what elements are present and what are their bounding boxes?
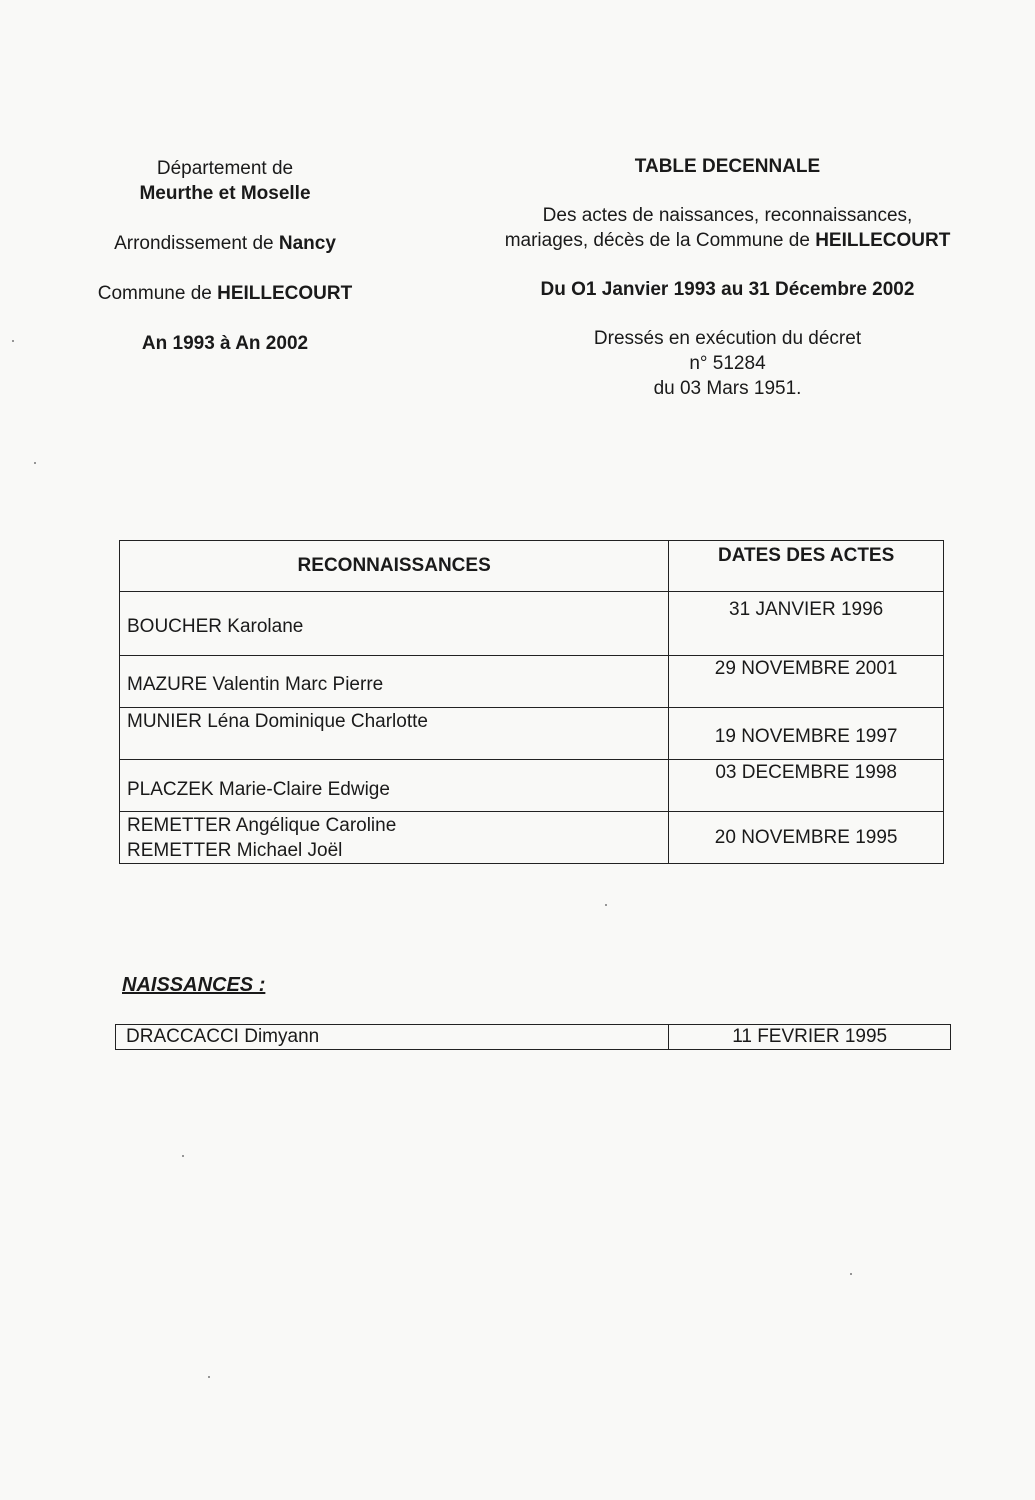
row-name: BOUCHER Karolane xyxy=(120,592,669,656)
column-header-date: DATES DES ACTES xyxy=(669,541,944,592)
row-name: REMETTER Angélique Caroline xyxy=(127,814,397,836)
row-name: MUNIER Léna Dominique Charlotte xyxy=(120,708,669,760)
description-line-1: Des actes de naissances, reconnaissances, xyxy=(542,205,913,226)
table-row xyxy=(120,656,944,708)
arrondissement-line xyxy=(95,231,355,256)
table-row xyxy=(116,1025,951,1050)
row-date: 20 NOVEMBRE 1995 xyxy=(669,812,944,864)
description-prefix: mariages, décès de la Commune de xyxy=(504,230,816,251)
column-header-name: RECONNAISSANCES xyxy=(120,541,669,592)
scan-speck xyxy=(182,1155,184,1157)
row-date: 11 FEVRIER 1995 xyxy=(669,1025,951,1050)
document-title: TABLE DECENNALE xyxy=(634,156,821,177)
row-name-cell xyxy=(120,812,669,864)
row-date: 19 NOVEMBRE 1997 xyxy=(669,708,944,760)
naissances-title: NAISSANCES : xyxy=(122,974,266,996)
scan-speck xyxy=(605,904,607,906)
row-date: 29 NOVEMBRE 2001 xyxy=(669,656,944,708)
scan-speck xyxy=(12,340,14,342)
table-row xyxy=(120,708,944,760)
arrondissement-name: Nancy xyxy=(278,233,336,254)
row-date: 03 DECEMBRE 1998 xyxy=(669,760,944,812)
description-commune: HEILLECOURT xyxy=(815,230,951,251)
table-row xyxy=(120,760,944,812)
scan-speck xyxy=(208,1376,210,1378)
reconnaissances-table xyxy=(119,540,944,864)
row-name: PLACZEK Marie-Claire Edwige xyxy=(120,760,669,812)
description-line-2 xyxy=(500,228,955,253)
header-right xyxy=(500,154,955,401)
table-row xyxy=(120,812,944,864)
row-date: 31 JANVIER 1996 xyxy=(669,592,944,656)
naissances-table xyxy=(115,1024,951,1050)
scan-speck xyxy=(850,1273,852,1275)
decree-line-2: n° 51284 xyxy=(689,353,766,374)
years-range: An 1993 à An 2002 xyxy=(141,333,309,354)
commune-line xyxy=(95,281,355,306)
period: Du O1 Janvier 1993 au 31 Décembre 2002 xyxy=(540,279,915,300)
arrondissement-label: Arrondissement de xyxy=(114,233,279,254)
departement-name: Meurthe et Moselle xyxy=(139,183,311,204)
row-name: MAZURE Valentin Marc Pierre xyxy=(120,656,669,708)
departement-label: Département de xyxy=(156,158,294,179)
row-name-2: REMETTER Michael Joël xyxy=(127,839,343,861)
commune-name: HEILLECOURT xyxy=(217,283,353,304)
header-left xyxy=(95,156,355,356)
scan-speck xyxy=(34,462,36,464)
decree-line-1: Dressés en exécution du décret xyxy=(593,328,862,349)
commune-label: Commune de xyxy=(97,283,218,304)
table-row xyxy=(120,592,944,656)
table-header-row xyxy=(120,541,944,592)
decree-line-3: du 03 Mars 1951. xyxy=(653,378,802,399)
row-name: DRACCACCI Dimyann xyxy=(116,1025,669,1050)
